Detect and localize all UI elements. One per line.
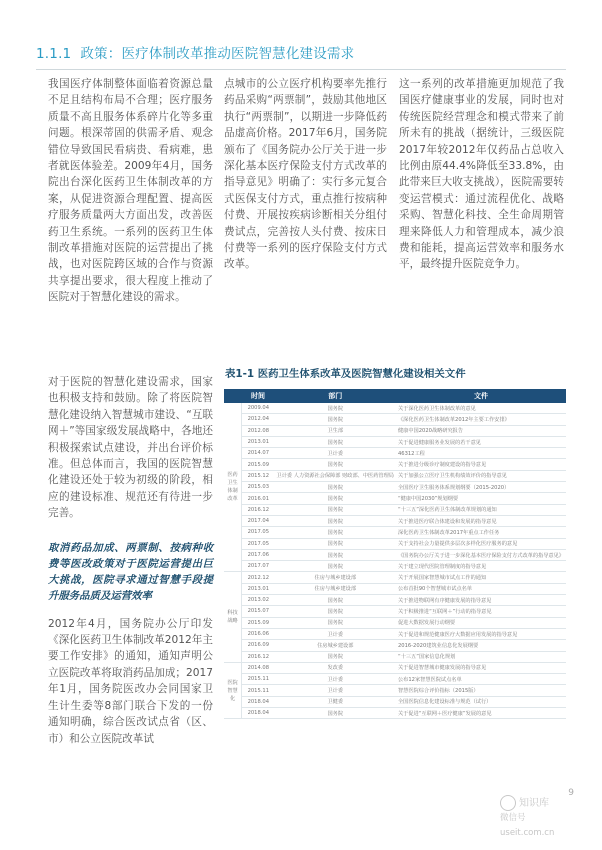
category-cell: 医院智慧化 xyxy=(224,662,242,718)
table-row xyxy=(224,651,566,662)
dept-cell: 国务院 xyxy=(275,482,396,493)
time-cell: 2017.05 xyxy=(242,527,275,538)
table-row xyxy=(224,425,566,436)
time-cell: 2017.05 xyxy=(242,538,275,549)
time-cell: 2014.07 xyxy=(242,448,275,459)
dept-cell: 国务院 xyxy=(275,459,396,470)
table-row xyxy=(224,685,566,696)
table-row xyxy=(224,606,566,617)
doc-cell: 关于开展国家智慧城市试点工作的通知 xyxy=(396,572,566,583)
table-row xyxy=(224,640,566,651)
doc-cell: 关于促进智慧城市健康发展的指导意见 xyxy=(396,662,566,673)
table-row xyxy=(224,482,566,493)
table-row xyxy=(224,572,566,583)
table-row xyxy=(224,403,566,414)
paragraph: 对于医院的智慧化建设需求，国家也积极支持和鼓励。除了将医院智慧化建设纳入智慧城市建设、“互联网＋”等国家级发展战略中，各地还积极探索试点建设，并出台评价标准。但总体而言，我国的医院智慧化建设还处于较为初级的阶段，相应的建设标准、规范还有待进一步完善。 xyxy=(48,376,213,520)
page-number: 9 xyxy=(568,788,574,798)
dept-cell: 国务院 xyxy=(275,504,396,515)
time-cell: 2009.04 xyxy=(242,403,275,414)
dept-cell: 国务院 xyxy=(275,538,396,549)
doc-cell: “健康中国2030”规划纲要 xyxy=(396,493,566,504)
time-cell: 2015.07 xyxy=(242,606,275,617)
category-cell: 医药卫生体制改革 xyxy=(224,403,242,572)
paragraph: 2012年4月，国务院办公厅印发《深化医药卫生体制改革2012年主要工作安排》的通知，通知声明公立医院改革将取消药品加成；2017年1月，国务院医改办会同国家卫生计生委等8部门联合下发的一份通知明确，综合医改试点省（区、市）和公立医院改革试 xyxy=(48,617,213,745)
table-row xyxy=(224,436,566,447)
doc-cell: 全国医院信息化建设标准与规范（试行） xyxy=(396,696,566,707)
doc-cell: 深化医药卫生体制改革2017年重点工作任务 xyxy=(396,527,566,538)
doc-cell: 关于建立现代医院管理制度的指导意见 xyxy=(396,561,566,572)
dept-cell: 国务院 xyxy=(275,515,396,526)
doc-cell: 46312工程 xyxy=(396,448,566,459)
table-row xyxy=(224,515,566,526)
time-cell: 2012.04 xyxy=(242,414,275,425)
time-cell: 2016.01 xyxy=(242,493,275,504)
column-1-cont xyxy=(48,374,213,765)
table-row xyxy=(224,470,566,481)
table-row xyxy=(224,538,566,549)
table-row xyxy=(224,448,566,459)
dept-cell: 国务院 xyxy=(275,436,396,447)
dept-cell: 住房与城乡建设部 xyxy=(275,583,396,594)
dept-cell: 国务院 xyxy=(275,606,396,617)
time-cell: 2015.11 xyxy=(242,685,275,696)
dept-cell: 卫计委 xyxy=(275,674,396,685)
table-caption: 表1-1 医药卫生体系改革及医院智慧化建设相关文件 xyxy=(225,368,466,380)
time-cell: 2012.12 xyxy=(242,572,275,583)
doc-cell: 智慧医院综合评价指标（2015版） xyxy=(396,685,566,696)
header-time: 时间 xyxy=(242,389,275,403)
doc-cell: “十三五”国家信息化规划 xyxy=(396,651,566,662)
column-3 xyxy=(399,76,564,291)
table-row xyxy=(224,493,566,504)
table-row xyxy=(224,662,566,673)
paragraph: 点城市的公立医疗机构要率先推行药品采购“两票制”，鼓励其他地区执行“两票制”，以期进一步降低药品虚高价格。2017年6月，国务院颁布了《国务院办公厅关于进一步深化基本医疗保险支付方式改革的指导意见》明确了：实行多元复合式医保支付方式，重点推行按病种付费、开展按疾病诊断相关分组付费试点，完善按人头付费、按床日付费等一系列的医疗保险支付方式改革。 xyxy=(224,78,387,271)
highlight-note: 取消药品加成、两票制、按病种收费等医改政策对于医院运营提出巨大挑战，医院寻求通过智慧手段提升服务品质及运营效率 xyxy=(48,541,213,602)
time-cell: 2016.09 xyxy=(242,640,275,651)
doc-cell: 《深化医药卫生体制改革2012年主要工作安排》 xyxy=(396,414,566,425)
dept-cell: 卫计委 xyxy=(275,628,396,639)
wechat-icon xyxy=(500,795,516,811)
doc-cell: 关于推进物联网有序健康发展的指导意见 xyxy=(396,595,566,606)
time-cell: 2014.08 xyxy=(242,662,275,673)
dept-cell: 国务院 xyxy=(275,617,396,628)
doc-cell: 《国务院办公厅关于进一步深化基本医疗保险支付方式改革的指导意见》 xyxy=(396,549,566,560)
table-row xyxy=(224,696,566,707)
table-row xyxy=(224,708,566,719)
dept-cell: 国务院 xyxy=(275,527,396,538)
column-1 xyxy=(48,76,213,324)
watermark-subtitle: 微信号 useit.com.cn xyxy=(500,813,555,838)
doc-cell: 关于支持社会力量提供多层次多样化医疗服务的意见 xyxy=(396,538,566,549)
doc-cell: 关于促进和规范健康医疗大数据应用发展的指导意见 xyxy=(396,628,566,639)
table-row xyxy=(224,459,566,470)
doc-cell: 关于推进分级诊疗制度建设的指导意见 xyxy=(396,459,566,470)
doc-cell: 全国医疗卫生服务体系规划纲要（2015-2020） xyxy=(396,482,566,493)
paragraph: 我国医疗体制整体面临着资源总量不足且结构布局不合理；医疗服务质量不高且服务体系碎片化等多重问题。根深蒂固的供需矛盾、观念错位导致国民看病贵、看病难，患者就医体验差。2009年4月，国务院出台深化医药卫生体制改革的方案，从促进资源合理配置、提高医疗服务质量两大方面出发，改善医药卫生系统。一系列的医药卫生体制改革措施对医院的运营提出了挑战，也对医院跨区域的合作与资源共享提出要求，很大程度上推动了医院对于智慧化建设的需求。 xyxy=(48,78,213,304)
category-cell: 科技战略 xyxy=(224,572,242,662)
dept-cell: 国务院 xyxy=(275,414,396,425)
doc-cell: 促进大数据发展行动纲要 xyxy=(396,617,566,628)
table-row xyxy=(224,549,566,560)
doc-cell: 关于积极推进“互联网＋”行动的指导意见 xyxy=(396,606,566,617)
doc-cell: 关于促进“互联网＋医疗健康”发展的意见 xyxy=(396,708,566,719)
doc-cell: “十三五”深化医药卫生体制改革规划的通知 xyxy=(396,504,566,515)
policy-table xyxy=(224,389,566,719)
table-row xyxy=(224,504,566,515)
dept-cell: 卫计委 人力资源社会保障部 财政部、中医药管理局 xyxy=(275,470,396,481)
watermark xyxy=(500,795,580,841)
header-category xyxy=(224,389,242,403)
time-cell: 2018.04 xyxy=(242,708,275,719)
table-row xyxy=(224,414,566,425)
dept-cell: 国务院 xyxy=(275,708,396,719)
doc-cell: 健康中国2020战略研究报告 xyxy=(396,425,566,436)
table-row xyxy=(224,617,566,628)
table-row xyxy=(224,674,566,685)
dept-cell: 卫健委 xyxy=(275,696,396,707)
dept-cell: 国务院 xyxy=(275,561,396,572)
header-doc: 文件 xyxy=(396,389,566,403)
time-cell: 2017.04 xyxy=(242,515,275,526)
dept-cell: 发改委 xyxy=(275,662,396,673)
dept-cell: 国务院 xyxy=(275,493,396,504)
dept-cell: 国务院 xyxy=(275,549,396,560)
time-cell: 2013.01 xyxy=(242,583,275,594)
time-cell: 2013.01 xyxy=(242,436,275,447)
time-cell: 2016.06 xyxy=(242,628,275,639)
time-cell: 2013.02 xyxy=(242,595,275,606)
section-title: 政策：医疗体制改革推动医院智慧化建设需求 xyxy=(80,46,355,62)
time-cell: 2016.12 xyxy=(242,651,275,662)
doc-cell: 公布12家智慧医院试点名单 xyxy=(396,674,566,685)
time-cell: 2016.12 xyxy=(242,504,275,515)
dept-cell: 卫生部 xyxy=(275,425,396,436)
table-row xyxy=(224,583,566,594)
doc-cell: 关于促进健康服务业发展的若干意见 xyxy=(396,436,566,447)
dept-cell: 国务院 xyxy=(275,403,396,414)
header-dept: 部门 xyxy=(275,389,396,403)
time-cell: 2015.09 xyxy=(242,617,275,628)
dept-cell: 国务院 xyxy=(275,595,396,606)
heading-divider xyxy=(36,69,566,70)
time-cell: 2012.08 xyxy=(242,425,275,436)
table-row xyxy=(224,628,566,639)
doc-cell: 公布首批90个智慧城市试点名单 xyxy=(396,583,566,594)
time-cell: 2015.12 xyxy=(242,470,275,481)
table-row xyxy=(224,527,566,538)
dept-cell: 卫计委 xyxy=(275,448,396,459)
doc-cell: 关于深化医药卫生体制改革的意见 xyxy=(396,403,566,414)
dept-cell: 住房与城乡建设部 xyxy=(275,572,396,583)
dept-cell: 卫计委 xyxy=(275,685,396,696)
table-row xyxy=(224,595,566,606)
time-cell: 2017.06 xyxy=(242,549,275,560)
time-cell: 2015.11 xyxy=(242,674,275,685)
doc-cell: 关于加强公立医疗卫生机构绩效评价的指导意见 xyxy=(396,470,566,481)
time-cell: 2017.07 xyxy=(242,561,275,572)
table-row xyxy=(224,561,566,572)
section-number: 1.1.1 xyxy=(36,46,72,62)
time-cell: 2018.04 xyxy=(242,696,275,707)
section-heading xyxy=(36,42,354,62)
time-cell: 2015.09 xyxy=(242,459,275,470)
watermark-title: 知识库 xyxy=(519,798,549,809)
time-cell: 2015.03 xyxy=(242,482,275,493)
table-header-row xyxy=(224,389,566,403)
dept-cell: 住房城乡建设部 xyxy=(275,640,396,651)
doc-cell: 关于推进医疗联合体建设和发展的指导意见 xyxy=(396,515,566,526)
doc-cell: 2016-2020建筑业信息化发展纲要 xyxy=(396,640,566,651)
dept-cell: 国务院 xyxy=(275,651,396,662)
paragraph: 这一系列的改革措施更加规范了我国医疗健康事业的发展，同时也对传统医院经营理念和模式带来了前所未有的挑战（据统计，三级医院2017年较2012年仅药品占总收入比例由原44.4%降低至33.8%，由此带来巨大收支挑战），医院需要转变运营模式：通过流程优化、战略采购、智慧化科技、全生命周期管理来降低人力和管理成本，减少浪费和能耗，提高运营效率和服务水平，最终提升医院竞争力。 xyxy=(399,78,564,271)
column-2 xyxy=(224,76,387,291)
